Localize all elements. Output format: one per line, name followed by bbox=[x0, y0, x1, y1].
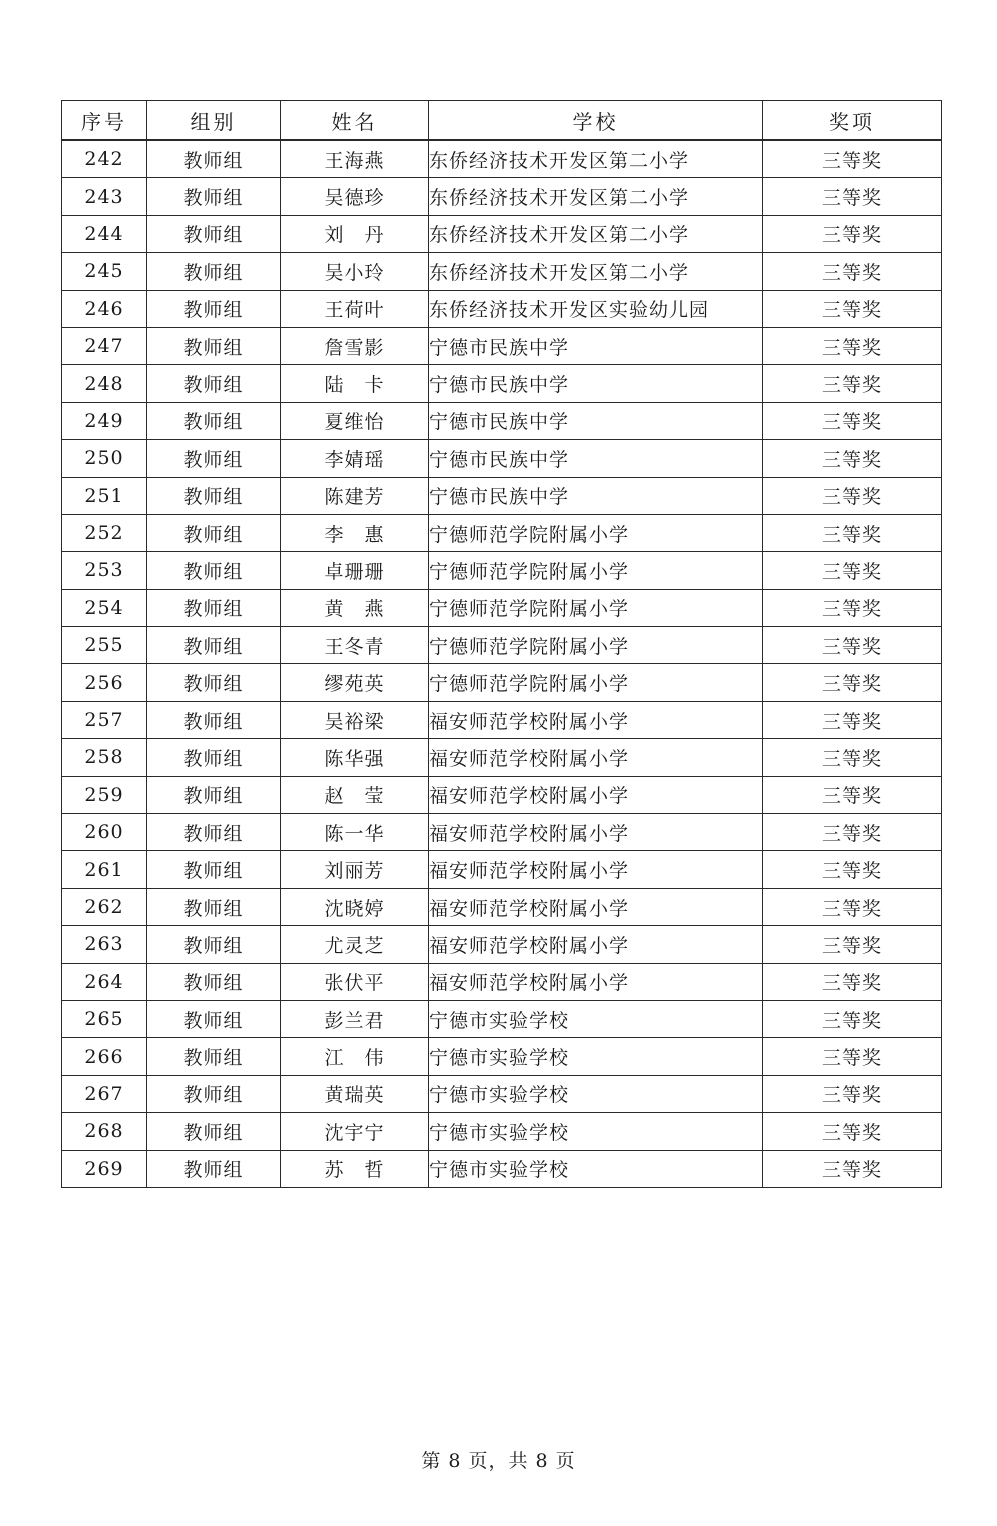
award-cell: 三等奖 bbox=[763, 627, 942, 664]
header-row bbox=[62, 101, 942, 141]
table-row bbox=[62, 851, 942, 888]
award-cell: 三等奖 bbox=[763, 1075, 942, 1112]
header-name: 姓名 bbox=[281, 101, 429, 141]
serial-number-cell: 269 bbox=[62, 1150, 147, 1187]
school-cell: 宁德市实验学校 bbox=[429, 1150, 763, 1187]
serial-number-cell: 243 bbox=[62, 178, 147, 215]
name-cell: 王冬青 bbox=[281, 627, 429, 664]
name-cell: 王荷叶 bbox=[281, 290, 429, 327]
group-cell: 教师组 bbox=[147, 1038, 281, 1075]
table-row bbox=[62, 402, 942, 439]
serial-number-cell: 264 bbox=[62, 963, 147, 1000]
header-group: 组别 bbox=[147, 101, 281, 141]
school-cell: 宁德市民族中学 bbox=[429, 365, 763, 402]
table-row bbox=[62, 888, 942, 925]
serial-number-cell: 251 bbox=[62, 477, 147, 514]
table-body bbox=[62, 140, 942, 1187]
award-table bbox=[61, 100, 942, 1188]
serial-number-cell: 253 bbox=[62, 552, 147, 589]
award-cell: 三等奖 bbox=[763, 552, 942, 589]
serial-number-cell: 250 bbox=[62, 440, 147, 477]
serial-number-cell: 248 bbox=[62, 365, 147, 402]
serial-number-cell: 242 bbox=[62, 140, 147, 178]
name-cell: 沈晓婷 bbox=[281, 888, 429, 925]
serial-number-cell: 260 bbox=[62, 814, 147, 851]
serial-number-cell: 249 bbox=[62, 402, 147, 439]
group-cell: 教师组 bbox=[147, 701, 281, 738]
table-row bbox=[62, 253, 942, 290]
table-row bbox=[62, 140, 942, 178]
table-row bbox=[62, 1038, 942, 1075]
group-cell: 教师组 bbox=[147, 888, 281, 925]
name-cell: 陈建芳 bbox=[281, 477, 429, 514]
table-row bbox=[62, 926, 942, 963]
group-cell: 教师组 bbox=[147, 1113, 281, 1150]
serial-number-cell: 257 bbox=[62, 701, 147, 738]
serial-number-cell: 258 bbox=[62, 739, 147, 776]
table-row bbox=[62, 814, 942, 851]
school-cell: 宁德师范学院附属小学 bbox=[429, 514, 763, 551]
table-row bbox=[62, 739, 942, 776]
group-cell: 教师组 bbox=[147, 814, 281, 851]
school-cell: 福安师范学校附属小学 bbox=[429, 776, 763, 813]
serial-number-cell: 245 bbox=[62, 253, 147, 290]
award-cell: 三等奖 bbox=[763, 402, 942, 439]
table-row bbox=[62, 290, 942, 327]
serial-number-cell: 256 bbox=[62, 664, 147, 701]
serial-number-cell: 252 bbox=[62, 514, 147, 551]
table-row bbox=[62, 514, 942, 551]
award-cell: 三等奖 bbox=[763, 589, 942, 626]
table-row bbox=[62, 365, 942, 402]
serial-number-cell: 262 bbox=[62, 888, 147, 925]
award-cell: 三等奖 bbox=[763, 514, 942, 551]
table-row bbox=[62, 1000, 942, 1037]
header-serial-number: 序号 bbox=[62, 101, 147, 141]
table-row bbox=[62, 178, 942, 215]
group-cell: 教师组 bbox=[147, 851, 281, 888]
award-cell: 三等奖 bbox=[763, 814, 942, 851]
group-cell: 教师组 bbox=[147, 365, 281, 402]
name-cell: 黄瑞英 bbox=[281, 1075, 429, 1112]
table-row bbox=[62, 701, 942, 738]
school-cell: 宁德市实验学校 bbox=[429, 1000, 763, 1037]
name-cell: 缪苑英 bbox=[281, 664, 429, 701]
table-row bbox=[62, 776, 942, 813]
header-award: 奖项 bbox=[763, 101, 942, 141]
award-cell: 三等奖 bbox=[763, 1038, 942, 1075]
table-row bbox=[62, 440, 942, 477]
table-row bbox=[62, 1150, 942, 1187]
school-cell: 宁德市民族中学 bbox=[429, 402, 763, 439]
group-cell: 教师组 bbox=[147, 1000, 281, 1037]
group-cell: 教师组 bbox=[147, 1075, 281, 1112]
school-cell: 东侨经济技术开发区第二小学 bbox=[429, 253, 763, 290]
group-cell: 教师组 bbox=[147, 926, 281, 963]
name-cell: 江 伟 bbox=[281, 1038, 429, 1075]
table-row bbox=[62, 552, 942, 589]
name-cell: 李婧瑶 bbox=[281, 440, 429, 477]
school-cell: 宁德市实验学校 bbox=[429, 1075, 763, 1112]
award-cell: 三等奖 bbox=[763, 290, 942, 327]
serial-number-cell: 246 bbox=[62, 290, 147, 327]
school-cell: 东侨经济技术开发区第二小学 bbox=[429, 215, 763, 252]
table-row bbox=[62, 589, 942, 626]
group-cell: 教师组 bbox=[147, 402, 281, 439]
header-school: 学校 bbox=[429, 101, 763, 141]
serial-number-cell: 263 bbox=[62, 926, 147, 963]
school-cell: 福安师范学校附属小学 bbox=[429, 926, 763, 963]
award-cell: 三等奖 bbox=[763, 1150, 942, 1187]
award-cell: 三等奖 bbox=[763, 1000, 942, 1037]
table-row bbox=[62, 1075, 942, 1112]
table-row bbox=[62, 664, 942, 701]
group-cell: 教师组 bbox=[147, 664, 281, 701]
name-cell: 吴小玲 bbox=[281, 253, 429, 290]
group-cell: 教师组 bbox=[147, 477, 281, 514]
award-cell: 三等奖 bbox=[763, 664, 942, 701]
school-cell: 福安师范学校附属小学 bbox=[429, 701, 763, 738]
award-cell: 三等奖 bbox=[763, 178, 942, 215]
name-cell: 陈一华 bbox=[281, 814, 429, 851]
table-row bbox=[62, 215, 942, 252]
group-cell: 教师组 bbox=[147, 963, 281, 1000]
school-cell: 宁德师范学院附属小学 bbox=[429, 552, 763, 589]
serial-number-cell: 265 bbox=[62, 1000, 147, 1037]
award-cell: 三等奖 bbox=[763, 253, 942, 290]
name-cell: 黄 燕 bbox=[281, 589, 429, 626]
name-cell: 李 惠 bbox=[281, 514, 429, 551]
table-header bbox=[62, 101, 942, 141]
group-cell: 教师组 bbox=[147, 514, 281, 551]
table-row bbox=[62, 1113, 942, 1150]
school-cell: 宁德师范学院附属小学 bbox=[429, 627, 763, 664]
group-cell: 教师组 bbox=[147, 552, 281, 589]
page-number-footer: 第 8 页，共 8 页 bbox=[421, 1450, 576, 1472]
group-cell: 教师组 bbox=[147, 178, 281, 215]
group-cell: 教师组 bbox=[147, 253, 281, 290]
name-cell: 卓珊珊 bbox=[281, 552, 429, 589]
group-cell: 教师组 bbox=[147, 776, 281, 813]
name-cell: 彭兰君 bbox=[281, 1000, 429, 1037]
group-cell: 教师组 bbox=[147, 589, 281, 626]
school-cell: 福安师范学校附属小学 bbox=[429, 888, 763, 925]
award-cell: 三等奖 bbox=[763, 963, 942, 1000]
table-row bbox=[62, 963, 942, 1000]
school-cell: 宁德师范学院附属小学 bbox=[429, 664, 763, 701]
school-cell: 宁德市民族中学 bbox=[429, 477, 763, 514]
award-cell: 三等奖 bbox=[763, 776, 942, 813]
school-cell: 东侨经济技术开发区实验幼儿园 bbox=[429, 290, 763, 327]
award-cell: 三等奖 bbox=[763, 739, 942, 776]
group-cell: 教师组 bbox=[147, 440, 281, 477]
school-cell: 福安师范学校附属小学 bbox=[429, 851, 763, 888]
serial-number-cell: 244 bbox=[62, 215, 147, 252]
group-cell: 教师组 bbox=[147, 627, 281, 664]
name-cell: 陈华强 bbox=[281, 739, 429, 776]
school-cell: 宁德师范学院附属小学 bbox=[429, 589, 763, 626]
table-row bbox=[62, 627, 942, 664]
school-cell: 东侨经济技术开发区第二小学 bbox=[429, 178, 763, 215]
name-cell: 陆 卡 bbox=[281, 365, 429, 402]
table-row bbox=[62, 327, 942, 364]
award-cell: 三等奖 bbox=[763, 365, 942, 402]
group-cell: 教师组 bbox=[147, 327, 281, 364]
school-cell: 东侨经济技术开发区第二小学 bbox=[429, 140, 763, 178]
serial-number-cell: 261 bbox=[62, 851, 147, 888]
award-cell: 三等奖 bbox=[763, 440, 942, 477]
name-cell: 赵 莹 bbox=[281, 776, 429, 813]
award-cell: 三等奖 bbox=[763, 477, 942, 514]
name-cell: 沈宇宁 bbox=[281, 1113, 429, 1150]
name-cell: 刘丽芳 bbox=[281, 851, 429, 888]
award-cell: 三等奖 bbox=[763, 140, 942, 178]
name-cell: 苏 哲 bbox=[281, 1150, 429, 1187]
name-cell: 吴裕梁 bbox=[281, 701, 429, 738]
serial-number-cell: 255 bbox=[62, 627, 147, 664]
serial-number-cell: 267 bbox=[62, 1075, 147, 1112]
serial-number-cell: 247 bbox=[62, 327, 147, 364]
serial-number-cell: 266 bbox=[62, 1038, 147, 1075]
name-cell: 刘 丹 bbox=[281, 215, 429, 252]
award-cell: 三等奖 bbox=[763, 926, 942, 963]
group-cell: 教师组 bbox=[147, 739, 281, 776]
name-cell: 吴德珍 bbox=[281, 178, 429, 215]
award-cell: 三等奖 bbox=[763, 1113, 942, 1150]
school-cell: 宁德市实验学校 bbox=[429, 1038, 763, 1075]
serial-number-cell: 254 bbox=[62, 589, 147, 626]
name-cell: 张伏平 bbox=[281, 963, 429, 1000]
award-cell: 三等奖 bbox=[763, 327, 942, 364]
school-cell: 宁德市实验学校 bbox=[429, 1113, 763, 1150]
school-cell: 宁德市民族中学 bbox=[429, 440, 763, 477]
group-cell: 教师组 bbox=[147, 215, 281, 252]
serial-number-cell: 268 bbox=[62, 1113, 147, 1150]
award-cell: 三等奖 bbox=[763, 701, 942, 738]
name-cell: 王海燕 bbox=[281, 140, 429, 178]
name-cell: 尤灵芝 bbox=[281, 926, 429, 963]
serial-number-cell: 259 bbox=[62, 776, 147, 813]
group-cell: 教师组 bbox=[147, 140, 281, 178]
name-cell: 夏维怡 bbox=[281, 402, 429, 439]
school-cell: 福安师范学校附属小学 bbox=[429, 963, 763, 1000]
award-cell: 三等奖 bbox=[763, 851, 942, 888]
school-cell: 福安师范学校附属小学 bbox=[429, 739, 763, 776]
group-cell: 教师组 bbox=[147, 1150, 281, 1187]
school-cell: 宁德市民族中学 bbox=[429, 327, 763, 364]
award-cell: 三等奖 bbox=[763, 215, 942, 252]
award-cell: 三等奖 bbox=[763, 888, 942, 925]
table-row bbox=[62, 477, 942, 514]
name-cell: 詹雪影 bbox=[281, 327, 429, 364]
group-cell: 教师组 bbox=[147, 290, 281, 327]
school-cell: 福安师范学校附属小学 bbox=[429, 814, 763, 851]
